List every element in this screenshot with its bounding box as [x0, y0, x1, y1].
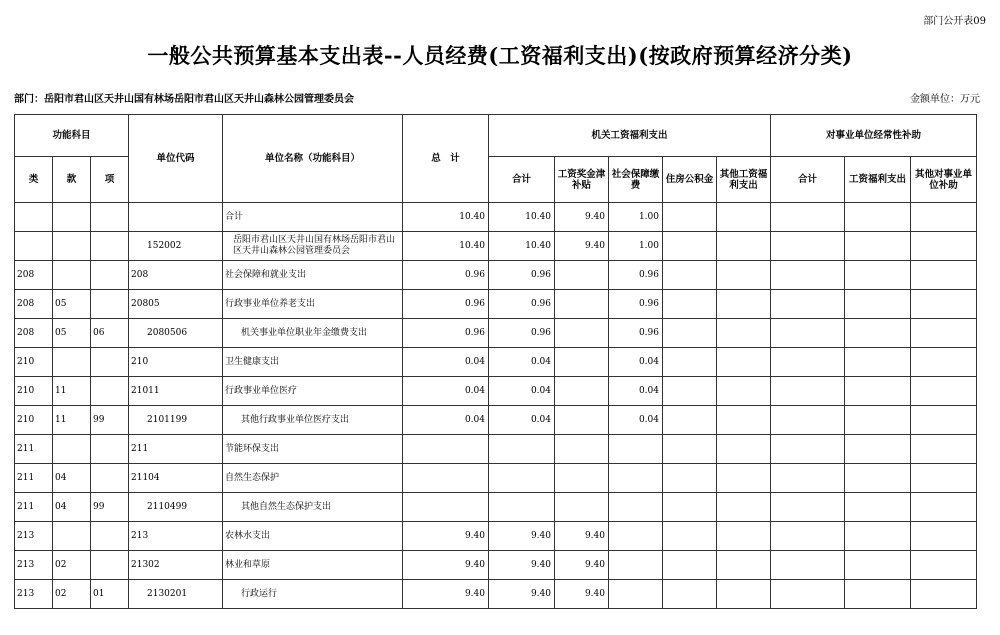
- cell-total: [403, 464, 489, 493]
- cell-inst-sum: [771, 319, 845, 348]
- cell-inst-sum: [771, 435, 845, 464]
- cell-salary: 9.40: [555, 203, 609, 232]
- cell-lei: 213: [15, 551, 53, 580]
- budget-table: [14, 114, 977, 609]
- cell-other-welfare: [717, 406, 771, 435]
- cell-other-welfare: [717, 377, 771, 406]
- cell-unit-code: 2110499: [129, 493, 223, 522]
- cell-unit-name: 其他行政事业单位医疗支出: [223, 406, 403, 435]
- header-institution-subsidy-group: 对事业单位经常性补助: [771, 115, 977, 157]
- cell-housing-fund: [663, 261, 717, 290]
- cell-inst-welfare: [845, 464, 911, 493]
- cell-kuan: 02: [53, 580, 91, 609]
- cell-lei: 208: [15, 319, 53, 348]
- cell-social-security: 0.04: [609, 406, 663, 435]
- cell-total: [403, 493, 489, 522]
- cell-org-sum: 0.96: [489, 290, 555, 319]
- cell-housing-fund: [663, 232, 717, 261]
- cell-inst-sum: [771, 348, 845, 377]
- cell-total: 0.96: [403, 261, 489, 290]
- cell-unit-name: 岳阳市君山区天井山国有林场岳阳市君山区天井山森林公园管理委员会: [223, 232, 403, 261]
- cell-social-security: [609, 580, 663, 609]
- cell-other-welfare: [717, 290, 771, 319]
- cell-kuan: [53, 522, 91, 551]
- cell-lei: 211: [15, 435, 53, 464]
- header-function-subject: 功能科目: [15, 115, 129, 157]
- cell-inst-other: [911, 290, 977, 319]
- cell-inst-welfare: [845, 232, 911, 261]
- cell-salary: 9.40: [555, 232, 609, 261]
- cell-org-sum: [489, 493, 555, 522]
- cell-kuan: [53, 435, 91, 464]
- cell-salary: 9.40: [555, 580, 609, 609]
- cell-total: 10.40: [403, 232, 489, 261]
- cell-inst-sum: [771, 261, 845, 290]
- cell-xiang: [91, 290, 129, 319]
- table-row: [15, 319, 977, 348]
- form-number: 部门公开表09: [923, 16, 986, 27]
- cell-org-sum: 9.40: [489, 551, 555, 580]
- cell-org-sum: 0.04: [489, 377, 555, 406]
- cell-xiang: [91, 203, 129, 232]
- table-row: [15, 493, 977, 522]
- cell-housing-fund: [663, 290, 717, 319]
- cell-inst-other: [911, 348, 977, 377]
- cell-kuan: 05: [53, 319, 91, 348]
- cell-social-security: 0.04: [609, 348, 663, 377]
- cell-total: 9.40: [403, 551, 489, 580]
- cell-unit-name: 林业和草原: [223, 551, 403, 580]
- cell-lei: 208: [15, 261, 53, 290]
- cell-inst-other: [911, 580, 977, 609]
- cell-other-welfare: [717, 232, 771, 261]
- cell-total: 10.40: [403, 203, 489, 232]
- table-row: [15, 290, 977, 319]
- cell-unit-code: 21104: [129, 464, 223, 493]
- cell-housing-fund: [663, 319, 717, 348]
- cell-inst-sum: [771, 551, 845, 580]
- cell-xiang: [91, 522, 129, 551]
- table-row: [15, 580, 977, 609]
- cell-other-welfare: [717, 435, 771, 464]
- cell-total: 0.04: [403, 406, 489, 435]
- cell-total: [403, 435, 489, 464]
- cell-kuan: 02: [53, 551, 91, 580]
- header-total: 总 计: [403, 115, 489, 203]
- cell-kuan: 11: [53, 406, 91, 435]
- cell-org-sum: 10.40: [489, 232, 555, 261]
- cell-inst-other: [911, 522, 977, 551]
- cell-org-sum: 0.04: [489, 406, 555, 435]
- cell-org-sum: 9.40: [489, 580, 555, 609]
- cell-housing-fund: [663, 203, 717, 232]
- cell-inst-other: [911, 203, 977, 232]
- cell-inst-other: [911, 464, 977, 493]
- cell-salary: [555, 435, 609, 464]
- cell-kuan: 04: [53, 493, 91, 522]
- header-inst-other: 其他对事业单位补助: [911, 157, 977, 203]
- cell-inst-other: [911, 232, 977, 261]
- cell-social-security: [609, 551, 663, 580]
- cell-inst-welfare: [845, 377, 911, 406]
- cell-inst-other: [911, 319, 977, 348]
- cell-salary: 9.40: [555, 551, 609, 580]
- cell-unit-name: 行政事业单位养老支出: [223, 290, 403, 319]
- cell-other-welfare: [717, 464, 771, 493]
- table-row: [15, 406, 977, 435]
- cell-xiang: [91, 232, 129, 261]
- cell-inst-welfare: [845, 319, 911, 348]
- cell-social-security: [609, 435, 663, 464]
- cell-org-sum: 9.40: [489, 522, 555, 551]
- cell-unit-code: 2080506: [129, 319, 223, 348]
- cell-inst-sum: [771, 232, 845, 261]
- cell-unit-code: 152002: [129, 232, 223, 261]
- cell-social-security: 0.04: [609, 377, 663, 406]
- cell-lei: 208: [15, 290, 53, 319]
- cell-lei: [15, 203, 53, 232]
- cell-social-security: [609, 522, 663, 551]
- table-row: [15, 522, 977, 551]
- cell-lei: [15, 232, 53, 261]
- cell-inst-welfare: [845, 551, 911, 580]
- header-social-security: 社会保障缴费: [609, 157, 663, 203]
- cell-unit-code: 213: [129, 522, 223, 551]
- cell-salary: [555, 406, 609, 435]
- cell-inst-welfare: [845, 203, 911, 232]
- cell-other-welfare: [717, 522, 771, 551]
- cell-salary: [555, 319, 609, 348]
- cell-salary: [555, 290, 609, 319]
- cell-other-welfare: [717, 203, 771, 232]
- cell-lei: 210: [15, 348, 53, 377]
- cell-xiang: 01: [91, 580, 129, 609]
- header-inst-welfare: 工资福利支出: [845, 157, 911, 203]
- cell-lei: 210: [15, 377, 53, 406]
- cell-unit-name: 农林水支出: [223, 522, 403, 551]
- cell-inst-other: [911, 406, 977, 435]
- header-housing-fund: 住房公积金: [663, 157, 717, 203]
- cell-other-welfare: [717, 551, 771, 580]
- header-xiang: 项: [91, 157, 129, 203]
- cell-kuan: 05: [53, 290, 91, 319]
- cell-total: 0.04: [403, 377, 489, 406]
- cell-unit-code: 21302: [129, 551, 223, 580]
- cell-unit-name: 卫生健康支出: [223, 348, 403, 377]
- cell-inst-welfare: [845, 435, 911, 464]
- cell-housing-fund: [663, 464, 717, 493]
- cell-housing-fund: [663, 493, 717, 522]
- cell-org-sum: [489, 464, 555, 493]
- cell-salary: [555, 348, 609, 377]
- cell-housing-fund: [663, 580, 717, 609]
- cell-kuan: 11: [53, 377, 91, 406]
- cell-unit-name: 自然生态保护: [223, 464, 403, 493]
- cell-social-security: 0.96: [609, 290, 663, 319]
- table-row: [15, 261, 977, 290]
- cell-xiang: [91, 464, 129, 493]
- cell-total: 9.40: [403, 522, 489, 551]
- cell-lei: 213: [15, 522, 53, 551]
- cell-xiang: [91, 377, 129, 406]
- cell-total: 0.96: [403, 319, 489, 348]
- cell-kuan: 04: [53, 464, 91, 493]
- cell-salary: [555, 261, 609, 290]
- cell-inst-sum: [771, 290, 845, 319]
- cell-inst-sum: [771, 203, 845, 232]
- table-row: [15, 232, 977, 261]
- cell-xiang: [91, 348, 129, 377]
- table-row: [15, 377, 977, 406]
- cell-unit-code: [129, 203, 223, 232]
- cell-social-security: 0.96: [609, 261, 663, 290]
- cell-lei: 211: [15, 493, 53, 522]
- table-row: [15, 348, 977, 377]
- cell-kuan: [53, 232, 91, 261]
- cell-inst-other: [911, 435, 977, 464]
- cell-social-security: [609, 464, 663, 493]
- cell-inst-other: [911, 551, 977, 580]
- table-row: [15, 464, 977, 493]
- header-lei: 类: [15, 157, 53, 203]
- cell-total: 0.96: [403, 290, 489, 319]
- table-row: [15, 203, 977, 232]
- cell-inst-sum: [771, 580, 845, 609]
- cell-other-welfare: [717, 580, 771, 609]
- cell-xiang: 99: [91, 493, 129, 522]
- cell-inst-other: [911, 261, 977, 290]
- cell-inst-other: [911, 493, 977, 522]
- cell-inst-other: [911, 377, 977, 406]
- cell-unit-name: 节能环保支出: [223, 435, 403, 464]
- cell-inst-welfare: [845, 493, 911, 522]
- cell-inst-sum: [771, 522, 845, 551]
- cell-salary: [555, 464, 609, 493]
- cell-total: 0.04: [403, 348, 489, 377]
- header-kuan: 款: [53, 157, 91, 203]
- cell-social-security: 1.00: [609, 203, 663, 232]
- header-inst-sum: 合计: [771, 157, 845, 203]
- cell-inst-sum: [771, 406, 845, 435]
- cell-xiang: [91, 261, 129, 290]
- cell-lei: 213: [15, 580, 53, 609]
- cell-unit-code: 2130201: [129, 580, 223, 609]
- cell-salary: 9.40: [555, 522, 609, 551]
- cell-salary: [555, 377, 609, 406]
- cell-housing-fund: [663, 435, 717, 464]
- cell-xiang: 06: [91, 319, 129, 348]
- cell-xiang: 99: [91, 406, 129, 435]
- cell-org-sum: 0.96: [489, 261, 555, 290]
- cell-unit-code: 20805: [129, 290, 223, 319]
- cell-unit-code: 21011: [129, 377, 223, 406]
- cell-total: 9.40: [403, 580, 489, 609]
- cell-unit-code: 211: [129, 435, 223, 464]
- cell-lei: 210: [15, 406, 53, 435]
- cell-unit-name: 行政事业单位医疗: [223, 377, 403, 406]
- cell-housing-fund: [663, 348, 717, 377]
- cell-unit-name: 其他自然生态保护支出: [223, 493, 403, 522]
- cell-unit-name: 社会保障和就业支出: [223, 261, 403, 290]
- cell-housing-fund: [663, 522, 717, 551]
- header-unit-code: 单位代码: [129, 115, 223, 203]
- cell-social-security: 0.96: [609, 319, 663, 348]
- cell-inst-welfare: [845, 290, 911, 319]
- header-org-salary-group: 机关工资福利支出: [489, 115, 771, 157]
- header-unit-name: 单位名称（功能科目）: [223, 115, 403, 203]
- cell-kuan: [53, 348, 91, 377]
- cell-inst-welfare: [845, 261, 911, 290]
- cell-xiang: [91, 435, 129, 464]
- cell-org-sum: 10.40: [489, 203, 555, 232]
- cell-inst-welfare: [845, 580, 911, 609]
- cell-other-welfare: [717, 261, 771, 290]
- amount-unit-label: 金额单位：万元: [910, 94, 980, 105]
- cell-kuan: [53, 261, 91, 290]
- cell-org-sum: [489, 435, 555, 464]
- header-salary: 工资奖金津补贴: [555, 157, 609, 203]
- cell-other-welfare: [717, 348, 771, 377]
- cell-other-welfare: [717, 319, 771, 348]
- cell-xiang: [91, 551, 129, 580]
- cell-unit-code: 2101199: [129, 406, 223, 435]
- table-row: [15, 551, 977, 580]
- cell-kuan: [53, 203, 91, 232]
- cell-inst-welfare: [845, 406, 911, 435]
- cell-salary: [555, 493, 609, 522]
- cell-social-security: 1.00: [609, 232, 663, 261]
- cell-inst-sum: [771, 493, 845, 522]
- cell-inst-welfare: [845, 522, 911, 551]
- cell-org-sum: 0.04: [489, 348, 555, 377]
- page-title: 一般公共预算基本支出表--人员经费(工资福利支出)(按政府预算经济分类): [147, 43, 853, 68]
- cell-housing-fund: [663, 406, 717, 435]
- cell-unit-name: 机关事业单位职业年金缴费支出: [223, 319, 403, 348]
- cell-housing-fund: [663, 377, 717, 406]
- cell-inst-welfare: [845, 348, 911, 377]
- cell-inst-sum: [771, 464, 845, 493]
- cell-unit-name: 合计: [223, 203, 403, 232]
- header-org-sum: 合计: [489, 157, 555, 203]
- cell-lei: 211: [15, 464, 53, 493]
- cell-unit-name: 行政运行: [223, 580, 403, 609]
- cell-other-welfare: [717, 493, 771, 522]
- cell-housing-fund: [663, 551, 717, 580]
- cell-org-sum: 0.96: [489, 319, 555, 348]
- cell-social-security: [609, 493, 663, 522]
- table-row: [15, 435, 977, 464]
- cell-inst-sum: [771, 377, 845, 406]
- cell-unit-code: 210: [129, 348, 223, 377]
- header-other-welfare: 其他工资福利支出: [717, 157, 771, 203]
- department-label: 部门：岳阳市君山区天井山国有林场岳阳市君山区天井山森林公园管理委员会: [14, 94, 354, 105]
- cell-unit-code: 208: [129, 261, 223, 290]
